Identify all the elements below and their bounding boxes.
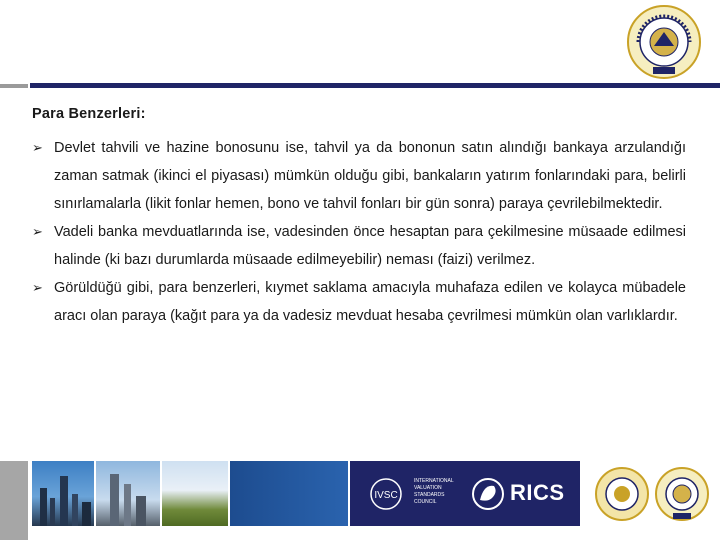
bullet-text: Görüldüğü gibi, para benzerleri, kıymet saklama amacıyla muhafaza edilen ve kolayca mübadele aracı olan paraya (kağıt para ya da vadesiz mevduat hesaba çevrilmesi mümkün olan varlıklardır. (54, 280, 686, 324)
bullet-text: Vadeli banka mevduatlarında ise, vadesinden önce hesaptan para çekilmesine müsaade edilmesi halinde (ki bazı durumlarda müsaade edilmeyebilir) neması (faizi) verilmez. (54, 224, 686, 268)
tower-photo (96, 461, 160, 526)
bullet-list (32, 134, 686, 330)
footer-blue-block (230, 461, 348, 526)
rics-lion-icon (470, 476, 506, 512)
ivsc-logo-icon (366, 477, 410, 511)
bullet-item (32, 134, 686, 218)
city-skyline-photo (32, 461, 94, 526)
header-rule-navy (30, 83, 720, 88)
ankara-universitesi-seal-small (654, 463, 710, 525)
university-seal-icon (626, 4, 702, 80)
header-rule-grey (0, 84, 28, 88)
arrow-bullet-icon: ➢ (32, 140, 43, 155)
arrow-bullet-icon: ➢ (32, 280, 43, 295)
landscape-photo (162, 461, 228, 526)
bullet-text: Devlet tahvili ve hazine bonosunu ise, tahvil ya da bononun satın alındığı bankaya arzulandığı zaman satmak (ikinci el piyasası) mümkün olduğu gibi, bankaların yatırım fonlarındaki para, belirli sınırlamalarla (likit fonlar hemen, bono ve tahvil fonları bir gün sonra) paraya çevrilebilmektedir. (54, 140, 686, 212)
bullet-item (32, 218, 686, 274)
arrow-bullet-icon: ➢ (32, 224, 43, 239)
rics-label: RICS (510, 480, 565, 505)
footer-grey-block (0, 461, 28, 540)
bullet-item (32, 274, 686, 330)
seal-icon (594, 463, 650, 525)
ivsc-caption: INTERNATIONAL VALUATION STANDARDS COUNCIL (414, 478, 454, 505)
ivsc-label: IVSC (374, 490, 398, 501)
slide-content (32, 106, 686, 330)
slide-heading: Para Benzerleri: (32, 106, 146, 122)
